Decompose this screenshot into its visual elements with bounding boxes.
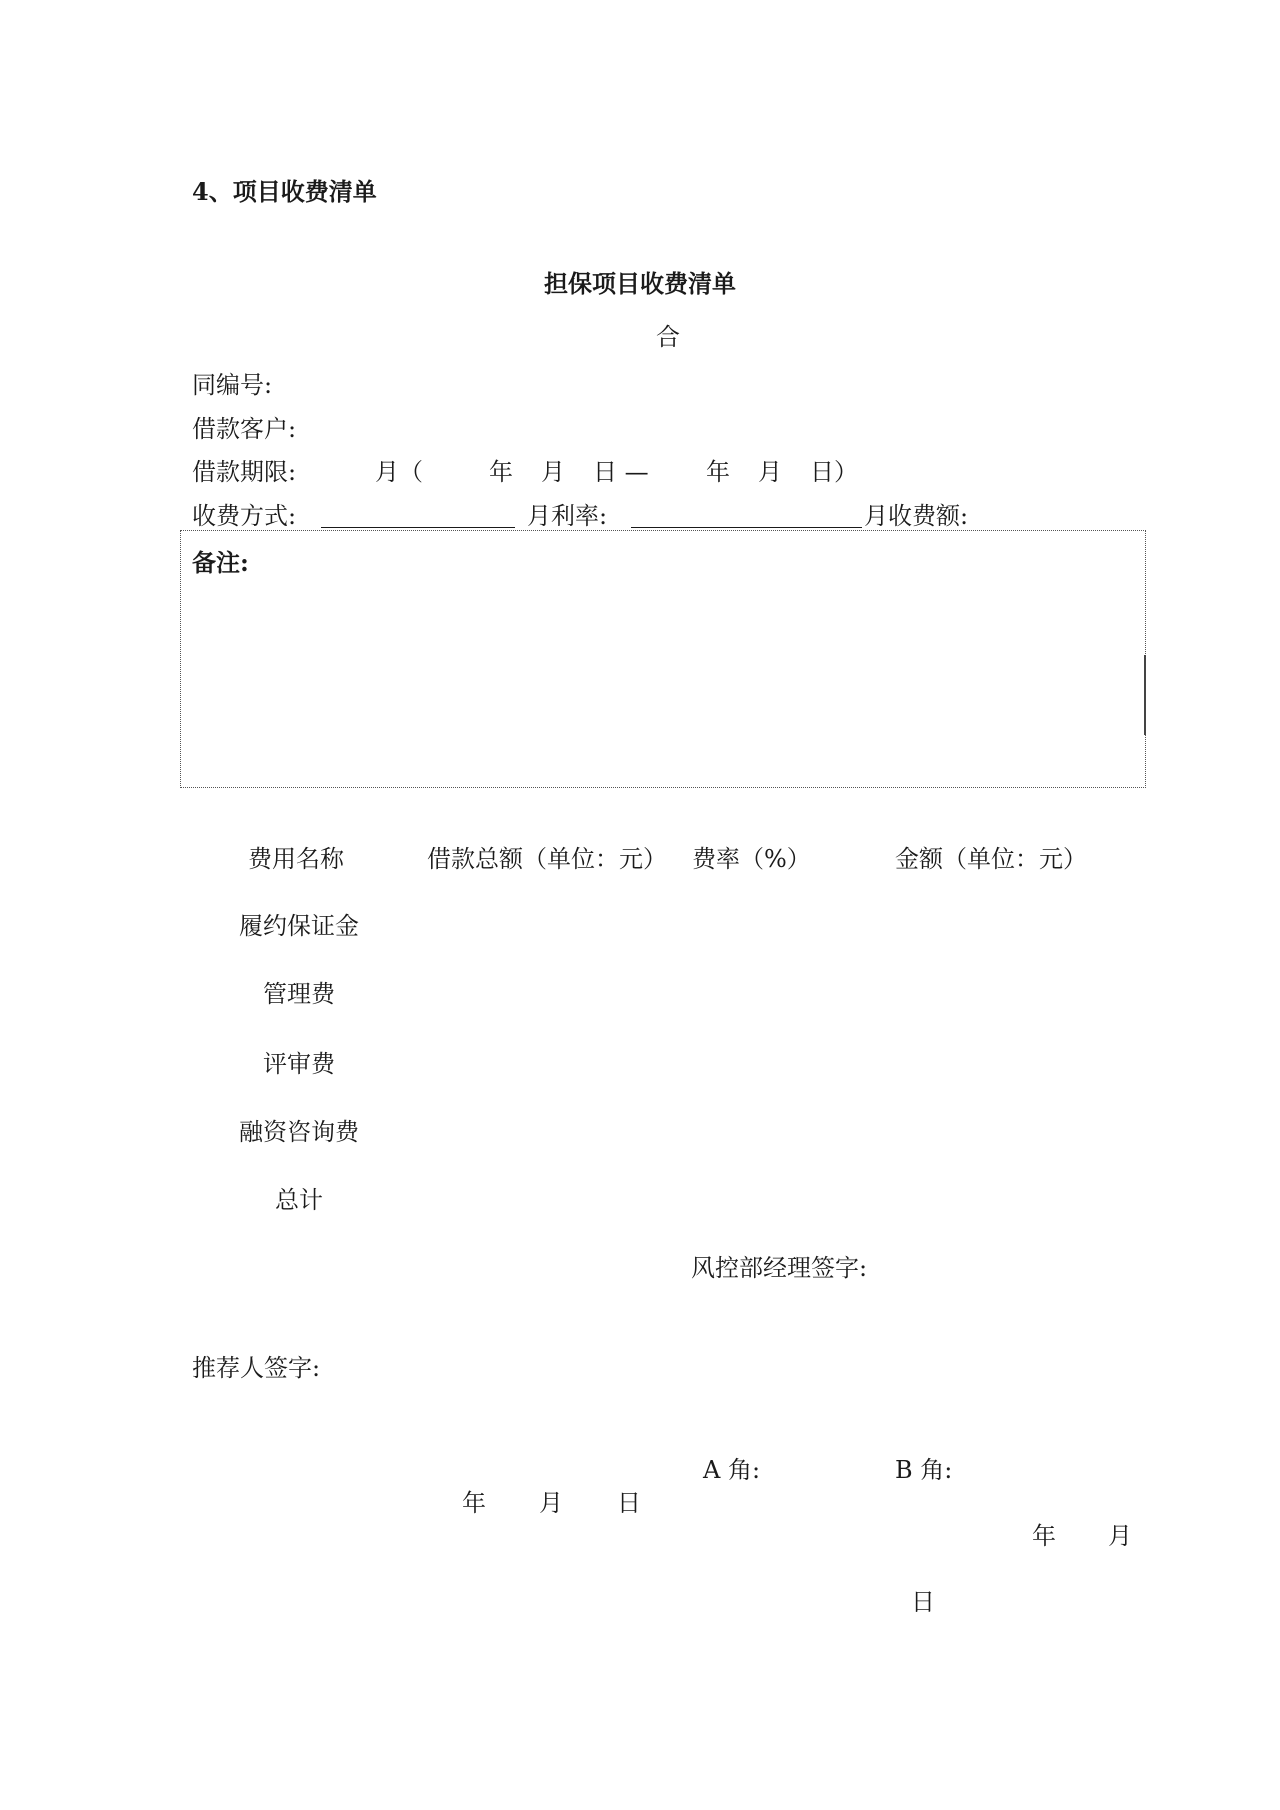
remarks-box[interactable] (180, 530, 1146, 788)
term-month1: 月 (541, 458, 565, 486)
row-financing-consulting-fee: 融资咨询费 (239, 1118, 359, 1146)
contract-no-label: 同编号: (192, 371, 273, 399)
term-year1: 年 (489, 458, 513, 486)
contract-char: 合 (656, 323, 680, 351)
row-performance-deposit: 履约保证金 (239, 912, 359, 940)
term-day1: 日 — (593, 458, 649, 486)
fee-method-label: 收费方式: (192, 502, 297, 530)
term-month2: 月 (758, 458, 782, 486)
term-year2: 年 (706, 458, 730, 486)
form-title: 担保项目收费清单 (544, 269, 736, 298)
remarks-box-edge (1144, 655, 1146, 735)
date2-year: 年 (1032, 1522, 1056, 1550)
monthly-rate-blank[interactable] (631, 527, 862, 528)
date1-day: 日 (617, 1489, 641, 1517)
date1-year: 年 (462, 1489, 486, 1517)
row-management-fee: 管理费 (263, 980, 335, 1008)
header-loan-total: 借款总额（单位：元） (427, 845, 667, 873)
date2-month: 月 (1108, 1522, 1132, 1550)
monthly-rate-label: 月利率: (527, 502, 608, 530)
term-day2: 日） (810, 458, 858, 486)
fee-method-blank[interactable] (321, 527, 515, 528)
borrower-label: 借款客户: (192, 415, 297, 443)
row-review-fee: 评审费 (263, 1050, 335, 1078)
date2-day: 日 (911, 1588, 935, 1616)
row-total: 总计 (275, 1186, 323, 1214)
party-a-label: A 角: (703, 1456, 761, 1484)
term-month-label: 月（ (375, 458, 423, 486)
term-label: 借款期限: (192, 458, 297, 486)
header-fee-name: 费用名称 (248, 845, 344, 873)
party-b-label: B 角: (895, 1456, 953, 1484)
header-fee-rate: 费率（%） (692, 845, 811, 873)
risk-manager-signature-label: 风控部经理签字: (691, 1254, 868, 1282)
monthly-fee-label: 月收费额: (864, 502, 969, 530)
remarks-label: 备注: (192, 548, 249, 577)
header-amount: 金额（单位：元） (895, 845, 1087, 873)
recommender-signature-label: 推荐人签字: (192, 1354, 321, 1382)
date1-month: 月 (539, 1489, 563, 1517)
section-heading: 4、项目收费清单 (192, 177, 377, 206)
